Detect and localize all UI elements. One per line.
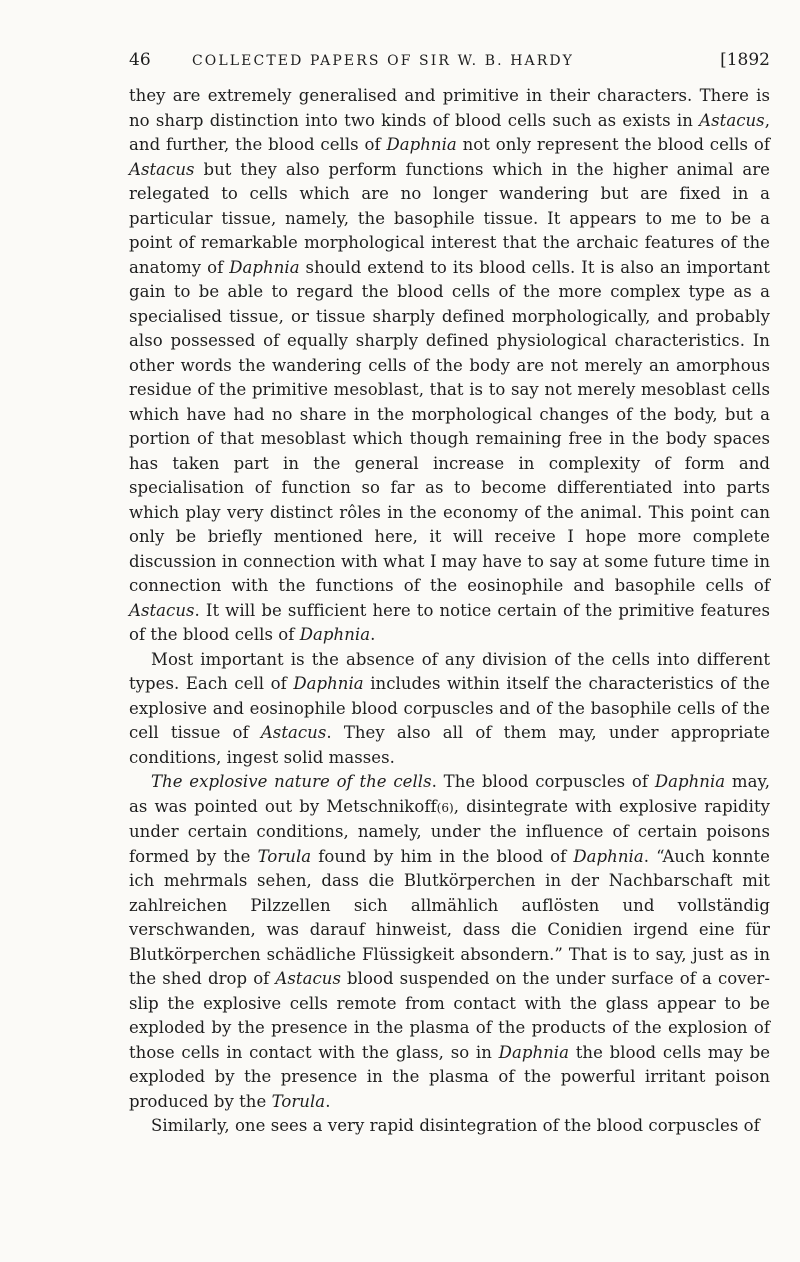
italic-term: Daphnia (498, 1042, 570, 1062)
text-run: may, as was pointed out by Metschnikoff (129, 772, 770, 816)
running-title: COLLECTED PAPERS OF SIR W. B. HARDY (192, 53, 575, 69)
citation-reference: (6) (436, 800, 454, 815)
text-run: not only represent the blood cells of (456, 135, 770, 154)
running-head (129, 50, 770, 80)
text-run: the blood cells may be exploded by the presence in the plasma of the powerful irritant poison produced by the (129, 1042, 771, 1111)
text-run: , disintegrate with explosive rapidity under certain conditions, namely, under the influence of certain poisons formed by the (129, 796, 770, 866)
text-run: . It will be sufficient here to notice certain of the primitive features of the blood cells of (129, 600, 770, 644)
text-run: but they also perform functions which in the higher animal are relegated to cells which are no longer wandering but are fixed in a particular tissue, namely, the basophile tissue. It appears to me to be a point of remarkable morphological interest that the archaic features of the anatomy of (129, 159, 770, 277)
text-run: . The blood corpuscles of (431, 772, 655, 791)
text-run: Most important is the absence of any division of the cells into different types. Each cell of (129, 649, 770, 693)
text-run: . They also all of them may, under appropriate conditions, ingest solid masses. (129, 723, 771, 767)
italic-term: Astacus (699, 110, 765, 130)
italic-term: Astacus (129, 159, 195, 179)
italic-term: Astacus (129, 600, 195, 620)
text-run: . (370, 625, 376, 644)
text-run: should extend to its blood cells. It is also an important gain to be able to regard the blood cells of the more complex type as a specialised tissue, or tissue sharply defined morphologically, and probably also possessed of equally sharply defined physiological characteristics. In other words the wandering cells of the body are not merely an amorphous residue of the primitive mesoblast, that is to say not merely mesoblast cells which have had no share in the morphological changes of the body, but a portion of that mesoblast which though remaining free in the body spaces has taken part in the general increase in complexity of form and specialisation of function so far as to become differentiated into parts which play very distinct rôles in the economy of the animal. This point can only be briefly mentioned here, it will receive I hope more complete discussion in connection with what I may have to say at some future time in connection with the functions of the eosinophile and basophile cells of (129, 257, 770, 595)
text-run: includes within itself the characteristics of the explosive and eosinophile blood corpuscles and of the basophile cells of the cell tissue of (129, 674, 770, 742)
paragraph-continuation (129, 84, 770, 648)
page-number: 46 (129, 50, 151, 70)
italic-term: Torula (257, 846, 312, 866)
italic-term: Daphnia (293, 674, 364, 693)
italic-term: Daphnia (386, 135, 457, 154)
italic-term: Astacus (275, 969, 341, 988)
text-run: . (325, 1091, 331, 1111)
text-run: blood suspended on the under surface of a cover-slip the explosive cells remote from contact with the glass appear to be exploded by the presence in the plasma of the products of the explosion of those cells in contact with the glass, so in (129, 969, 770, 1062)
body-text (129, 84, 770, 1139)
italic-term: Astacus (260, 723, 327, 742)
text-run: . “Auch konnte ich mehrmals sehen, dass die Blutkörperchen in der Nachbarschaft mit zahlreichen Pilzzellen sich allmählich auflösten und vollständig verschwanden, was darauf hinweist, dass die Conidien irgend eine für Blutkörperchen schädliche Flüssigkeit absondern.” That is to say, just as in the shed drop of (129, 846, 771, 988)
text-run: Similarly, one sees a very rapid disintegration of the blood corpuscles of (151, 1116, 760, 1135)
paragraph-disintegration (129, 1114, 770, 1139)
paragraph-explosive-nature (129, 770, 770, 1114)
italic-term: Daphnia (299, 625, 371, 644)
italic-term: Daphnia (573, 846, 644, 866)
text-run: found by him in the blood of (311, 846, 574, 866)
text-run: , and further, the blood cells of (129, 110, 770, 154)
paragraph-cell-types (129, 648, 770, 771)
italic-term: Daphnia (654, 772, 726, 791)
italic-term: Daphnia (229, 257, 300, 277)
text-run: they are extremely generalised and primitive in their characters. There is no sharp distinction into two kinds of blood cells such as exists in (129, 86, 770, 130)
italic-term: The explosive nature of the cells (151, 772, 432, 791)
running-year: [1892 (720, 50, 770, 70)
italic-term: Torula (271, 1091, 326, 1111)
